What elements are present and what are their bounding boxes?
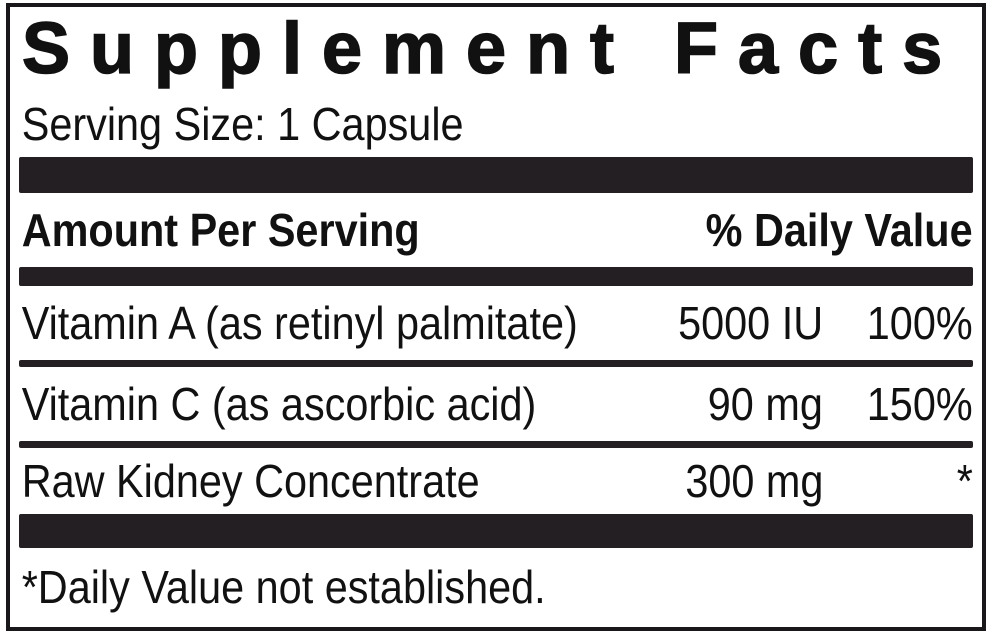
ingredient-row-vitamin-c (19, 367, 973, 441)
column-header-row (19, 193, 973, 267)
ingredient-name-text: Vitamin A (as retinyl palmitate) (21, 296, 578, 349)
ingredient-amount (623, 454, 823, 507)
row-divider-2 (19, 441, 973, 448)
row-divider-1 (19, 360, 973, 367)
ingredient-daily-value (823, 454, 973, 507)
ingredient-amount-text: 300 mg (684, 454, 823, 507)
serving-size-text: Serving Size: 1 Capsule (21, 97, 464, 150)
ingredient-row-raw-kidney (19, 448, 973, 514)
ingredient-daily-value-text: 100% (867, 296, 973, 349)
ingredient-amount (623, 377, 823, 430)
panel-title-row (19, 7, 973, 91)
ingredient-amount-text: 90 mg (707, 377, 823, 430)
separator-bar-bottom (19, 514, 973, 548)
ingredient-name-text: Vitamin C (as ascorbic acid) (21, 377, 537, 430)
footnote-row (19, 548, 973, 627)
ingredient-name-text: Raw Kidney Concentrate (21, 454, 480, 507)
ingredient-name (19, 454, 623, 507)
footnote-text: *Daily Value not established. (21, 561, 546, 614)
ingredient-name (19, 377, 623, 430)
panel-title: Supplement Facts (22, 9, 963, 89)
ingredient-daily-value-text: 150% (867, 377, 973, 430)
serving-size-row (19, 91, 973, 157)
ingredient-daily-value-text: * (956, 454, 973, 507)
ingredient-daily-value (823, 377, 973, 430)
ingredient-amount-text: 5000 IU (677, 296, 823, 349)
ingredient-row-vitamin-a (19, 286, 973, 360)
daily-value-header: % Daily Value (706, 203, 973, 256)
ingredient-amount (623, 296, 823, 349)
separator-bar-under-header (19, 267, 973, 286)
separator-bar-top (19, 157, 973, 193)
amount-per-serving-header: Amount Per Serving (21, 203, 420, 256)
ingredient-daily-value (823, 296, 973, 349)
supplement-facts-panel (6, 3, 986, 631)
ingredient-name (19, 296, 623, 349)
